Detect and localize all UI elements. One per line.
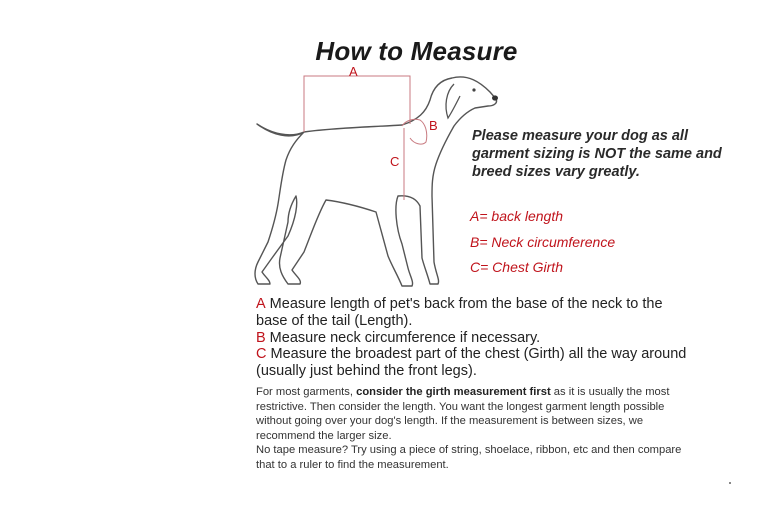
step-text: Measure neck circumference if necessary. [269, 329, 541, 346]
notes-text: as it is usually the most restrictive. Then consider the length. You want the longest garment length possible without going over your dog's length. If the measurement is between sizes, we recommend the larger size. [256, 386, 670, 442]
measure-steps [256, 296, 696, 380]
notes-tape: No tape measure? Try using a piece of string, shoelace, ribbon, etc and then compare that to a ruler to find the measurement. [256, 444, 682, 471]
legend-neck: B= Neck circumference [470, 234, 616, 250]
stray-dot [729, 482, 731, 484]
step-key: C [256, 346, 267, 363]
step-c [256, 346, 696, 380]
step-b [256, 330, 696, 347]
notes-text: For most garments, [256, 386, 357, 398]
step-key: A [256, 296, 266, 312]
label-c: C [390, 154, 400, 169]
back-length-line [304, 76, 410, 132]
notes-bold: consider the girth measurement first [356, 386, 551, 398]
step-text: Measure length of pet's back from the base of the neck to the base of the tail (Length). [256, 296, 663, 329]
step-a [256, 296, 696, 330]
notes [256, 385, 696, 473]
label-b: B [429, 118, 438, 133]
dog-ear [446, 84, 460, 118]
step-text: Measure the broadest part of the chest (Girth) all the way around (usually just behind the front legs). [256, 346, 687, 380]
label-a: A [349, 64, 358, 79]
legend-chest: C= Chest Girth [470, 259, 563, 275]
dog-eye [472, 88, 475, 91]
dog-outline [255, 77, 497, 286]
legend-back-length: A= back length [470, 208, 564, 224]
page-title: How to Measure [315, 36, 518, 66]
step-key: B [256, 329, 266, 346]
notes-girth [256, 385, 696, 443]
intro-text: Please measure your dog as all garment sizing is NOT the same and breed sizes vary greatly. [472, 128, 722, 180]
dog-nose [492, 95, 498, 100]
